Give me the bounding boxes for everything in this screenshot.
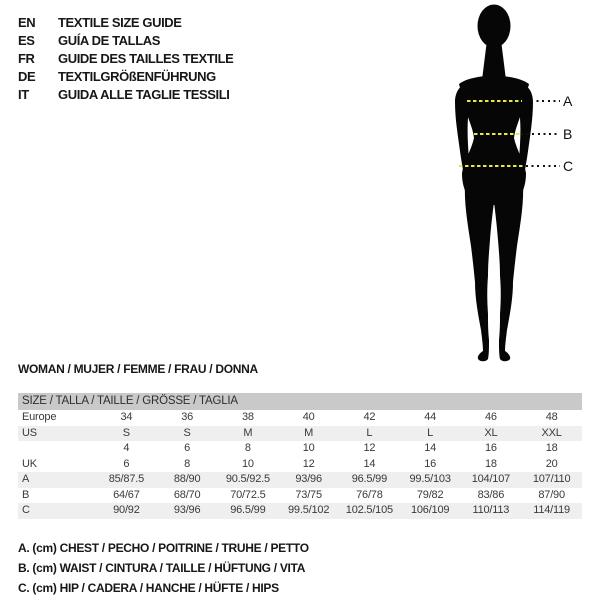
- table-cell: 87/90: [538, 488, 565, 501]
- measurement-legend: [18, 538, 309, 598]
- table-cell: 85/87.5: [108, 473, 145, 485]
- language-title: GUIDE DES TAILLES TEXTILE: [58, 51, 234, 66]
- table-cell: 90.5/92.5: [225, 473, 270, 485]
- table-cell: 99.5/102: [288, 504, 330, 516]
- table-cell: 10: [241, 457, 254, 470]
- table-cell: 93/96: [173, 504, 201, 516]
- language-code: ES: [18, 33, 35, 48]
- table-cell: 36: [181, 411, 194, 423]
- row-label: C: [22, 504, 30, 516]
- waist-pointer-dots: [521, 133, 560, 135]
- table-cell: 114/119: [533, 504, 570, 516]
- language-code: FR: [18, 51, 35, 66]
- row-label: Europe: [22, 411, 57, 423]
- size-table: [18, 393, 582, 519]
- table-cell: 46: [484, 411, 497, 423]
- table-cell: S: [122, 426, 130, 439]
- table-cell: 73/75: [295, 488, 322, 501]
- table-cell: M: [304, 426, 314, 439]
- row-label: UK: [22, 457, 37, 470]
- table-cell: 44: [424, 411, 437, 423]
- table-cell: 38: [241, 411, 254, 423]
- table-cell: 16: [484, 442, 497, 454]
- table-cell: S: [183, 426, 191, 439]
- language-code: EN: [18, 15, 36, 30]
- table-cell: 6: [123, 457, 130, 470]
- size-table-body: [18, 410, 582, 519]
- table-row-b: [18, 488, 582, 504]
- table-cell: 104/107: [471, 473, 511, 485]
- language-code: DE: [18, 69, 36, 84]
- table-cell: 8: [184, 457, 191, 470]
- waist-marker-label: B: [563, 126, 573, 142]
- legend-item-waist: B. (cm) WAIST / CINTURA / TAILLE / HÜFTUNG / VITA: [18, 561, 306, 575]
- woman-silhouette: [448, 4, 540, 362]
- table-cell: 110/113: [472, 504, 510, 516]
- table-cell: 93/96: [295, 473, 322, 485]
- table-row-europe: [18, 410, 582, 426]
- table-cell: 68/70: [173, 488, 201, 501]
- table-row-us: [18, 426, 582, 442]
- legend-item-chest: A. (cm) CHEST / PECHO / POITRINE / TRUHE / PETTO: [18, 541, 309, 555]
- table-cell: 90/92: [113, 504, 140, 516]
- table-cell: L: [427, 426, 434, 439]
- hip-dash-line: [459, 165, 524, 167]
- table-row-a: [18, 472, 582, 488]
- table-cell: 48: [545, 411, 558, 423]
- table-cell: 106/109: [410, 504, 450, 516]
- language-title: GUÍA DE TALLAS: [58, 33, 161, 48]
- table-cell: 12: [302, 457, 315, 470]
- table-cell: 6: [184, 442, 191, 454]
- size-table-header: SIZE / TALLA / TAILLE / GRÖSSE / TAGLIA: [18, 393, 582, 410]
- table-cell: 76/78: [356, 488, 383, 501]
- row-label: B: [22, 488, 30, 501]
- chest-dash-line: [467, 100, 522, 102]
- table-cell: M: [243, 426, 253, 439]
- table-cell: 88/90: [173, 473, 201, 485]
- table-cell: 14: [424, 442, 437, 454]
- language-title: TEXTILGRÖßENFÜHRUNG: [58, 69, 216, 84]
- table-cell: 12: [363, 442, 376, 454]
- table-cell: XXL: [541, 426, 562, 439]
- table-cell: L: [366, 426, 373, 439]
- table-row-us-numeric: [18, 441, 582, 457]
- table-cell: 99.5/103: [409, 473, 451, 485]
- silhouette-shape: [455, 5, 533, 362]
- language-title: TEXTILE SIZE GUIDE: [58, 15, 182, 30]
- table-cell: 4: [123, 442, 130, 454]
- table-cell: 42: [363, 411, 376, 423]
- table-cell: 70/72.5: [230, 488, 266, 501]
- row-label: [18, 441, 96, 457]
- legend-item-hip: C. (cm) HIP / CADERA / HANCHE / HÜFTE / HIPS: [18, 581, 279, 595]
- chest-marker-label: A: [563, 93, 573, 109]
- table-cell: 18: [545, 442, 558, 454]
- table-cell: 64/67: [113, 488, 140, 501]
- hip-marker-label: C: [563, 158, 574, 174]
- waist-dash-line: [474, 133, 520, 135]
- table-cell: 40: [302, 411, 315, 423]
- section-title: WOMAN / MUJER / FEMME / FRAU / DONNA: [18, 362, 258, 376]
- table-cell: 20: [545, 457, 558, 470]
- hip-pointer-dots: [526, 165, 560, 167]
- table-cell: 107/110: [532, 473, 571, 485]
- row-label: A: [22, 473, 30, 485]
- table-cell: 10: [302, 442, 315, 454]
- chest-pointer-dots: [531, 100, 560, 102]
- table-cell: 34: [120, 411, 133, 423]
- table-cell: 16: [424, 457, 437, 470]
- row-label: US: [22, 426, 37, 439]
- table-cell: 96.5/99: [351, 473, 388, 485]
- table-cell: 96.5/99: [230, 504, 266, 516]
- table-row-uk: [18, 457, 582, 473]
- language-code: IT: [18, 87, 29, 102]
- table-cell: 8: [244, 442, 251, 454]
- table-cell: 79/82: [416, 488, 444, 501]
- table-cell: XL: [484, 426, 498, 439]
- table-cell: 14: [363, 457, 376, 470]
- language-title: GUIDA ALLE TAGLIE TESSILI: [58, 87, 230, 102]
- table-cell: 18: [484, 457, 497, 470]
- table-cell: 102.5/105: [345, 504, 393, 516]
- table-cell: 83/86: [477, 488, 505, 501]
- table-row-c: [18, 503, 582, 519]
